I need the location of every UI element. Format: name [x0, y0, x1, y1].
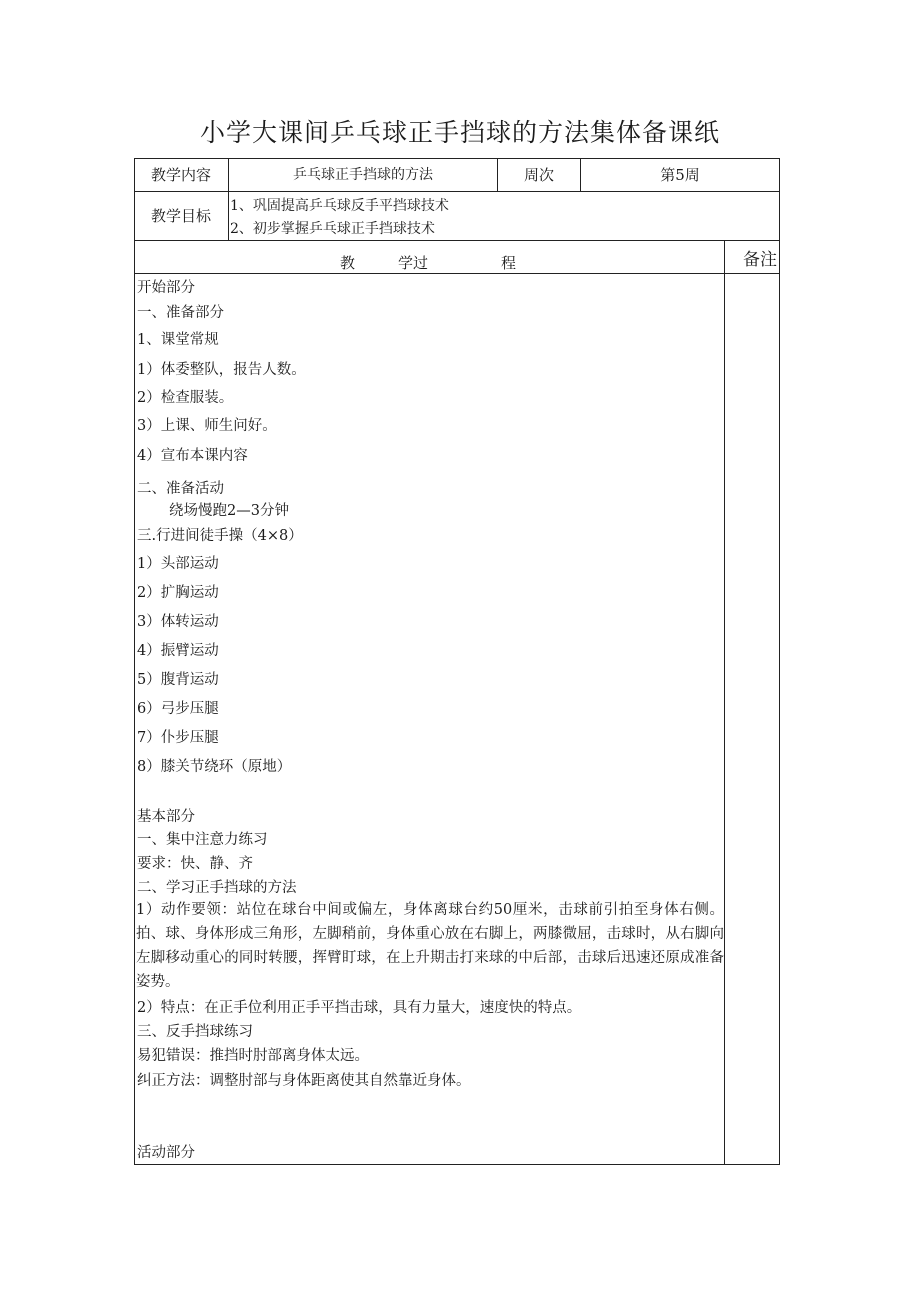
page-title: 小学大课间乒乓球正手挡球的方法集体备课纸	[199, 118, 720, 147]
list-item: 7）仆步压腿	[137, 730, 219, 746]
list-item: 4）振臂运动	[137, 643, 219, 659]
list-item: 2）检查服装。	[137, 390, 234, 406]
list-item: 三.行进间徒手操（4×8）	[137, 528, 303, 544]
list-item: 易犯错误：推挡时肘部离身体太远。	[137, 1048, 369, 1064]
list-item: 纠正方法：调整肘部与身体距离使其自然靠近身体。	[137, 1073, 471, 1089]
remarks-heading: 备注	[743, 250, 777, 270]
list-item: 3）体转运动	[137, 614, 219, 630]
week-value: 第5周	[660, 166, 700, 184]
list-item: 1）体委整队，报告人数。	[137, 362, 306, 378]
list-item: 二、学习正手挡球的方法	[137, 880, 297, 896]
content-label: 教学内容	[150, 166, 211, 184]
content-value: 乒乓球正手挡球的方法	[293, 167, 433, 183]
table-border-top	[134, 158, 780, 159]
process-heading: 学过	[398, 254, 429, 272]
goal-item: 1、巩固提高乒乓球反手平挡球技术	[230, 198, 449, 214]
list-item: 要求：快、静、齐	[137, 856, 253, 872]
table-border-left	[134, 158, 135, 1165]
list-item: 绕场慢跑2—3分钟	[169, 503, 289, 519]
row-divider-1	[134, 191, 780, 192]
goal-label: 教学目标	[150, 207, 211, 225]
list-item: 一、准备部分	[137, 305, 224, 321]
process-heading: 教	[340, 254, 356, 272]
list-item: 1、课堂常规	[137, 332, 219, 348]
goal-item: 2、初步掌握乒乓球正手挡球技术	[230, 221, 435, 237]
row-divider-3	[134, 273, 780, 274]
section-heading: 开始部分	[137, 280, 195, 296]
list-item: 1）头部运动	[137, 556, 219, 572]
row-divider-2	[134, 240, 780, 241]
list-item: 5）腹背运动	[137, 672, 219, 688]
list-item: 三、反手挡球练习	[137, 1024, 253, 1040]
section-heading: 基本部分	[137, 809, 195, 825]
section-heading: 活动部分	[137, 1145, 195, 1161]
list-item: 8）膝关节绕环（原地）	[137, 759, 292, 775]
process-heading: 程	[501, 254, 517, 272]
week-label: 周次	[523, 166, 554, 184]
list-item: 6）弓步压腿	[137, 701, 219, 717]
col-divider-remarks	[724, 240, 725, 1164]
list-item: 2）特点：在正手位利用正手平挡击球，具有力量大，速度快的特点。	[137, 1000, 582, 1016]
list-item: 4）宣布本课内容	[137, 448, 248, 464]
list-item: 一、集中注意力练习	[137, 832, 268, 848]
table-border-bottom	[134, 1164, 780, 1165]
list-item: 二、准备活动	[137, 481, 224, 497]
list-item: 3）上课、师生问好。	[137, 418, 277, 434]
table-border-right	[779, 158, 780, 1165]
list-item: 2）扩胸运动	[137, 585, 219, 601]
technique-paragraph: 1）动作要领：站位在球台中间或偏左，身体离球台约50厘米，击球前引拍至身体右侧。拍、球、身体形成三角形，左脚稍前，身体重心放在右脚上，两膝微屈，击球时，从右脚向左脚移动重心的同时转腰，挥臂盯球，在上升期击打来球的中后部，击球后迅速还原成准备姿势。	[136, 902, 724, 990]
